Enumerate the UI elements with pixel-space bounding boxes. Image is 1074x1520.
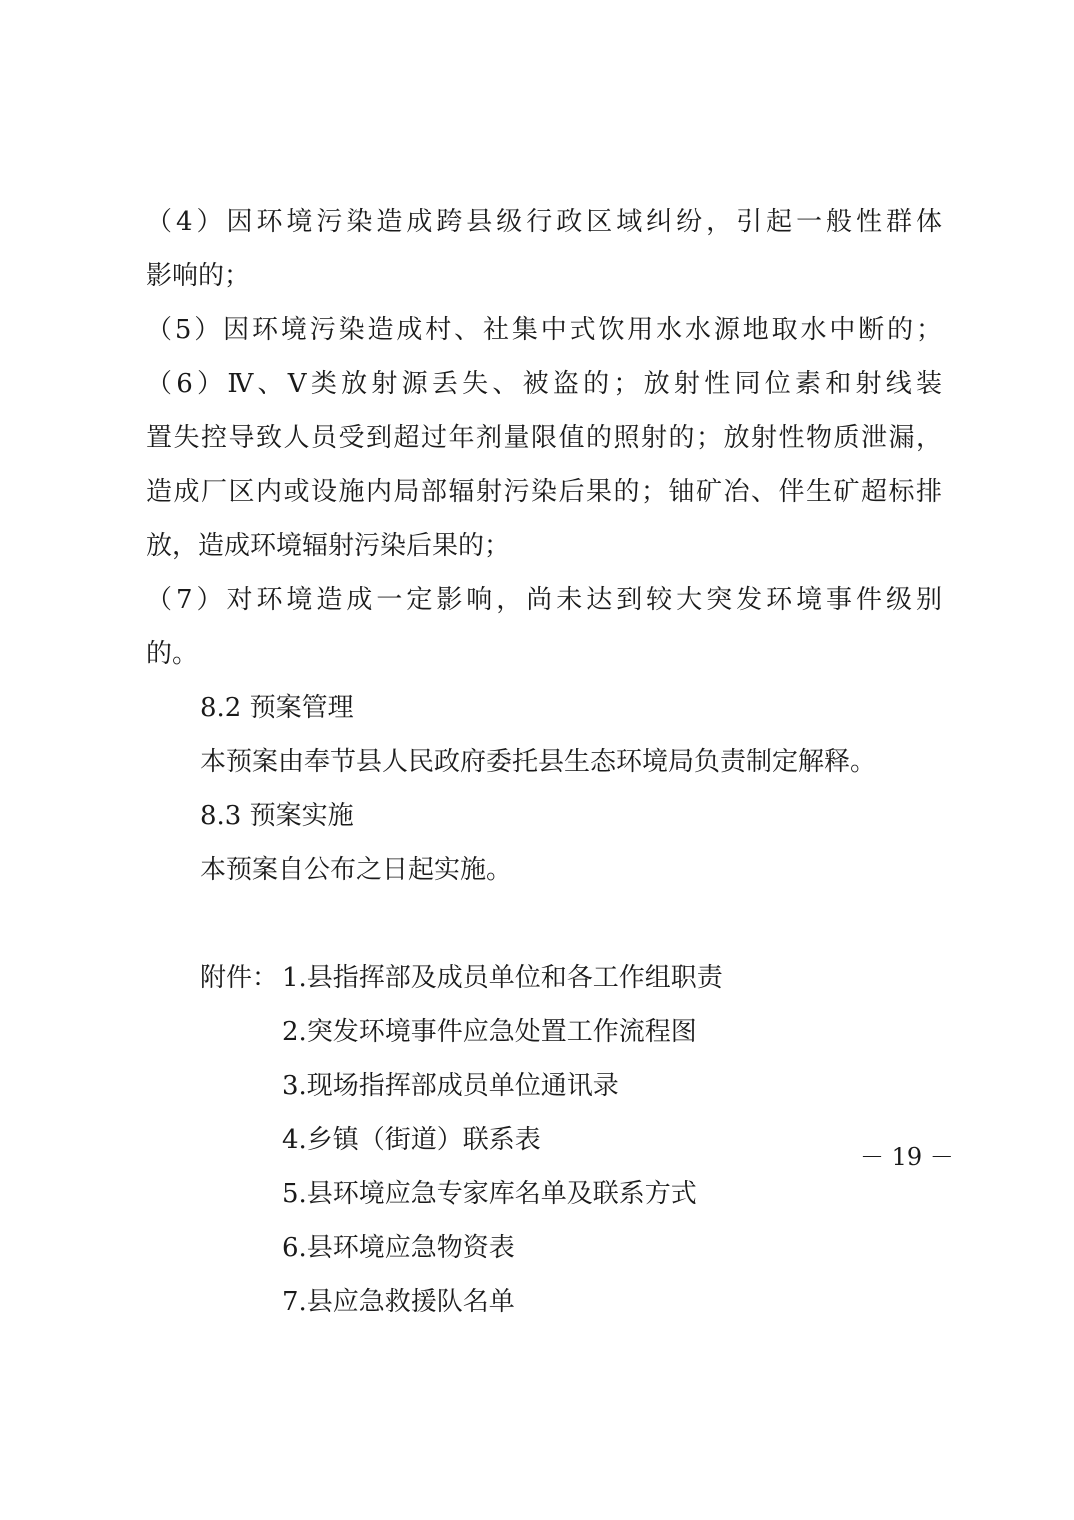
attachment-item-3: 3.现场指挥部成员单位通讯录 — [282, 1071, 619, 1101]
item-4-line-1: （4）因环境污染造成跨县级行政区域纠纷，引起一般性群体 — [146, 207, 942, 237]
item-7-line-2: 的。 — [146, 639, 199, 669]
attachment-item-7: 7.县应急救援队名单 — [282, 1287, 515, 1317]
attachment-item-6: 6.县环境应急物资表 — [282, 1233, 515, 1263]
attachment-item-1: 1.县指挥部及成员单位和各工作组职责 — [282, 963, 723, 993]
section-8-3-heading: 8.3 预案实施 — [200, 801, 354, 831]
section-8-2-heading: 8.2 预案管理 — [200, 693, 354, 723]
attachment-item-4: 4.乡镇（街道）联系表 — [282, 1125, 541, 1155]
item-6-line-3: 造成厂区内或设施内局部辐射污染后果的；铀矿冶、伴生矿超标排 — [146, 477, 942, 507]
page-number: － 19 － — [860, 1143, 954, 1171]
item-5-line-1: （5）因环境污染造成村、社集中式饮用水水源地取水中断的； — [146, 315, 942, 345]
attachments-label: 附件： — [200, 963, 279, 993]
item-4-line-2: 影响的； — [146, 261, 251, 291]
section-8-3-body: 本预案自公布之日起实施。 — [200, 855, 513, 885]
attachment-item-5: 5.县环境应急专家库名单及联系方式 — [282, 1179, 697, 1209]
item-6-line-2: 置失控导致人员受到超过年剂量限值的照射的；放射性物质泄漏， — [146, 423, 942, 453]
item-6-line-1: （6）Ⅳ、Ⅴ类放射源丢失、被盗的；放射性同位素和射线装 — [146, 369, 942, 399]
attachment-item-2: 2.突发环境事件应急处置工作流程图 — [282, 1017, 697, 1047]
section-8-2-body: 本预案由奉节县人民政府委托县生态环境局负责制定解释。 — [200, 747, 877, 777]
item-7-line-1: （7）对环境造成一定影响，尚未达到较大突发环境事件级别 — [146, 585, 942, 615]
item-6-line-4: 放，造成环境辐射污染后果的； — [146, 531, 511, 561]
